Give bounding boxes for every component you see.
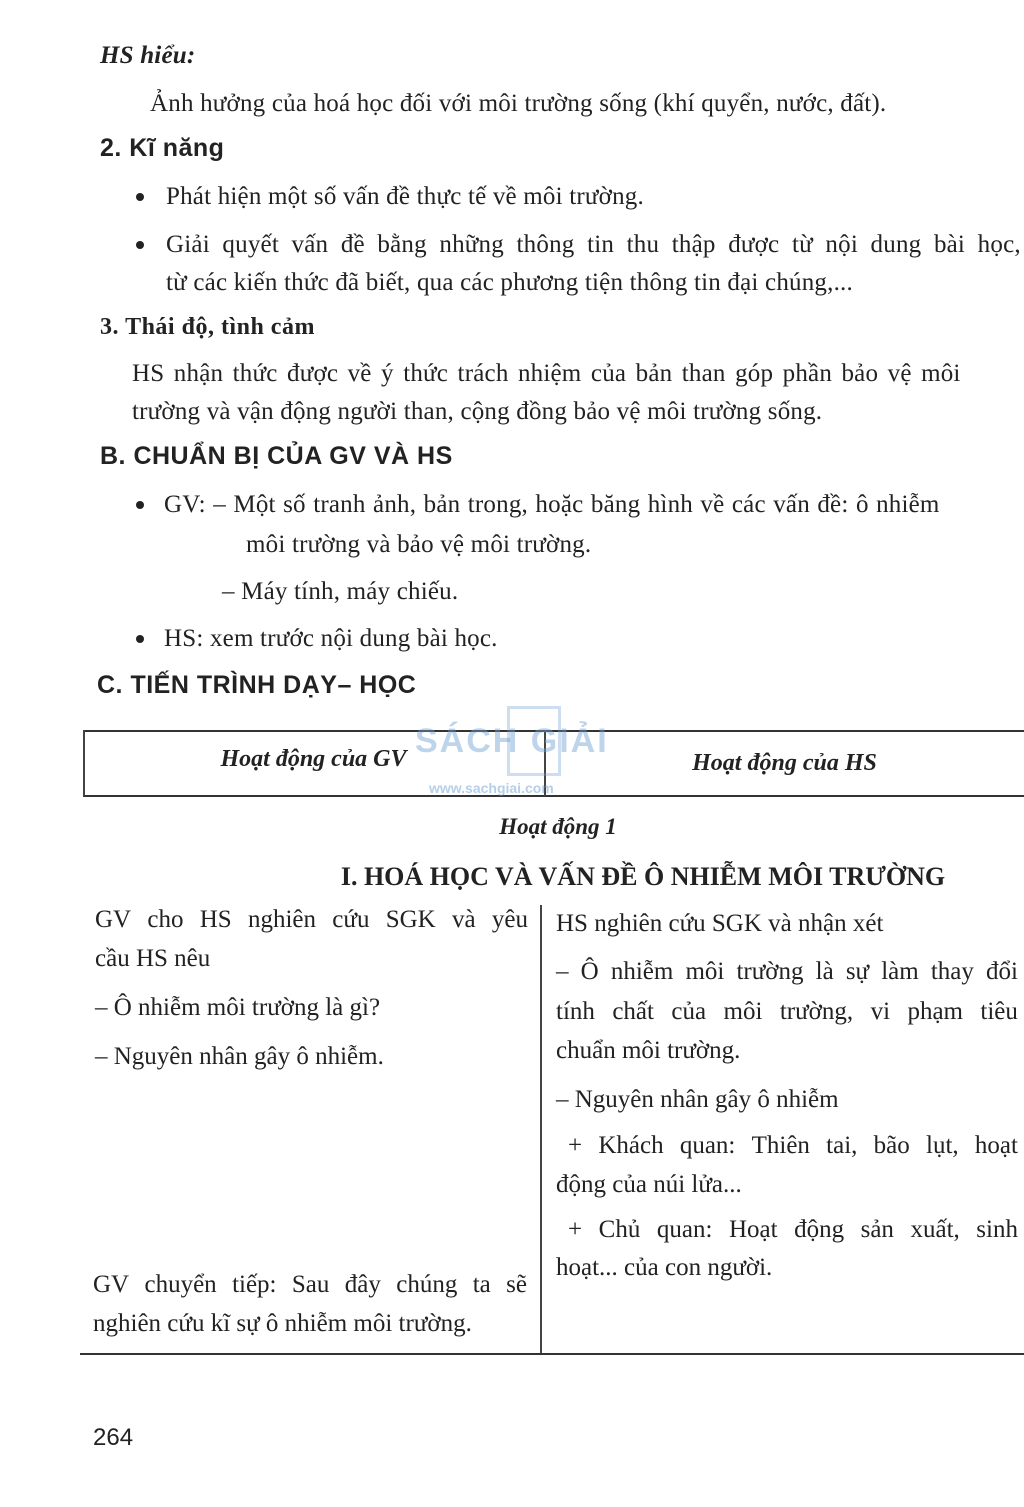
hs-cell-line: tính chất của môi trường, vi phạm tiêu bbox=[556, 998, 1018, 1025]
watermark-url: www.sachgiai.com bbox=[429, 780, 554, 796]
hs-hieu-text: Ảnh hưởng của hoá học đối với môi trường sống (khí quyển, nước, đất). bbox=[150, 90, 887, 117]
gv-cell-line: GV chuyển tiếp: Sau đây chúng ta sẽ bbox=[93, 1271, 527, 1298]
hs-cell-line: – Ô nhiễm môi trường là sự làm thay đổi bbox=[556, 958, 1018, 985]
hs-cell-line: HS nghiên cứu SGK và nhận xét bbox=[556, 910, 884, 937]
attitude-heading: 3. Thái độ, tình cảm bbox=[100, 314, 315, 340]
hs-cell-line: hoạt... của con người. bbox=[556, 1254, 773, 1281]
gv-prep-line-3: – Máy tính, máy chiếu. bbox=[222, 578, 459, 605]
hs-prep-line: HS: xem trước nội dung bài học. bbox=[164, 625, 498, 652]
gv-cell-line: cầu HS nêu bbox=[95, 945, 211, 972]
col-gv-header: Hoạt động của GV bbox=[220, 746, 407, 772]
page-number: 264 bbox=[93, 1424, 134, 1451]
skill-item-2-cont: từ các kiến thức đã biết, qua các phương tiện thông tin đại chúng,... bbox=[166, 269, 853, 296]
gv-prep-line-2: môi trường và bảo vệ môi trường. bbox=[246, 531, 592, 558]
preparation-heading: B. CHUẨN BỊ CỦA GV VÀ HS bbox=[100, 442, 453, 470]
hs-cell-line: + Chủ quan: Hoạt động sản xuất, sinh bbox=[568, 1216, 1018, 1243]
bullet-icon bbox=[136, 241, 144, 249]
bullet-icon bbox=[136, 193, 144, 201]
table-top-border bbox=[83, 730, 1024, 732]
gv-prep-line-1: GV: – Một số tranh ảnh, bản trong, hoặc băng hình về các vấn đề: ô nhiễm bbox=[164, 491, 940, 518]
watermark-brand: SÁCH GIẢI bbox=[415, 722, 609, 760]
col-hs-header: Hoạt động của HS bbox=[692, 750, 877, 776]
skills-heading: 2. Kĩ năng bbox=[100, 134, 225, 162]
gv-cell-line: nghiên cứu kĩ sự ô nhiễm môi trường. bbox=[93, 1310, 472, 1337]
gv-cell-line: GV cho HS nghiên cứu SGK và yêu bbox=[95, 906, 528, 933]
hs-cell-line: chuẩn môi trường. bbox=[556, 1037, 741, 1064]
table-header-divider bbox=[83, 795, 1024, 797]
hs-cell-line: + Khách quan: Thiên tai, bão lụt, hoạt bbox=[568, 1132, 1018, 1159]
hs-hieu-label: HS hiểu: bbox=[100, 42, 196, 69]
process-heading: C. TIẾN TRÌNH DẠY– HỌC bbox=[97, 671, 417, 699]
table-body-col-divider bbox=[540, 905, 542, 1353]
activity-title: I. HOÁ HỌC VÀ VẤN ĐỀ Ô NHIỄM MÔI TRƯỜNG bbox=[340, 862, 946, 891]
table-bottom-border bbox=[80, 1353, 1024, 1355]
bullet-icon bbox=[136, 635, 144, 643]
hs-cell-line: – Nguyên nhân gây ô nhiễm bbox=[556, 1086, 839, 1113]
hs-cell-line: động của núi lửa... bbox=[556, 1171, 742, 1198]
skill-item-1: Phát hiện một số vấn đề thực tế về môi trường. bbox=[166, 183, 644, 210]
attitude-line-1: HS nhận thức được về ý thức trách nhiệm của bản than góp phần bảo vệ môi bbox=[132, 360, 961, 387]
gv-cell-line: – Ô nhiễm môi trường là gì? bbox=[95, 994, 381, 1021]
skill-item-2: Giải quyết vấn đề bằng những thông tin thu thập được từ nội dung bài học, bbox=[166, 231, 1021, 258]
attitude-line-2: trường và vận động người than, cộng đồng bảo vệ môi trường sống. bbox=[132, 398, 823, 425]
activity-label: Hoạt động 1 bbox=[499, 814, 617, 839]
gv-cell-line: – Nguyên nhân gây ô nhiễm. bbox=[95, 1043, 384, 1070]
bullet-icon bbox=[136, 501, 144, 509]
